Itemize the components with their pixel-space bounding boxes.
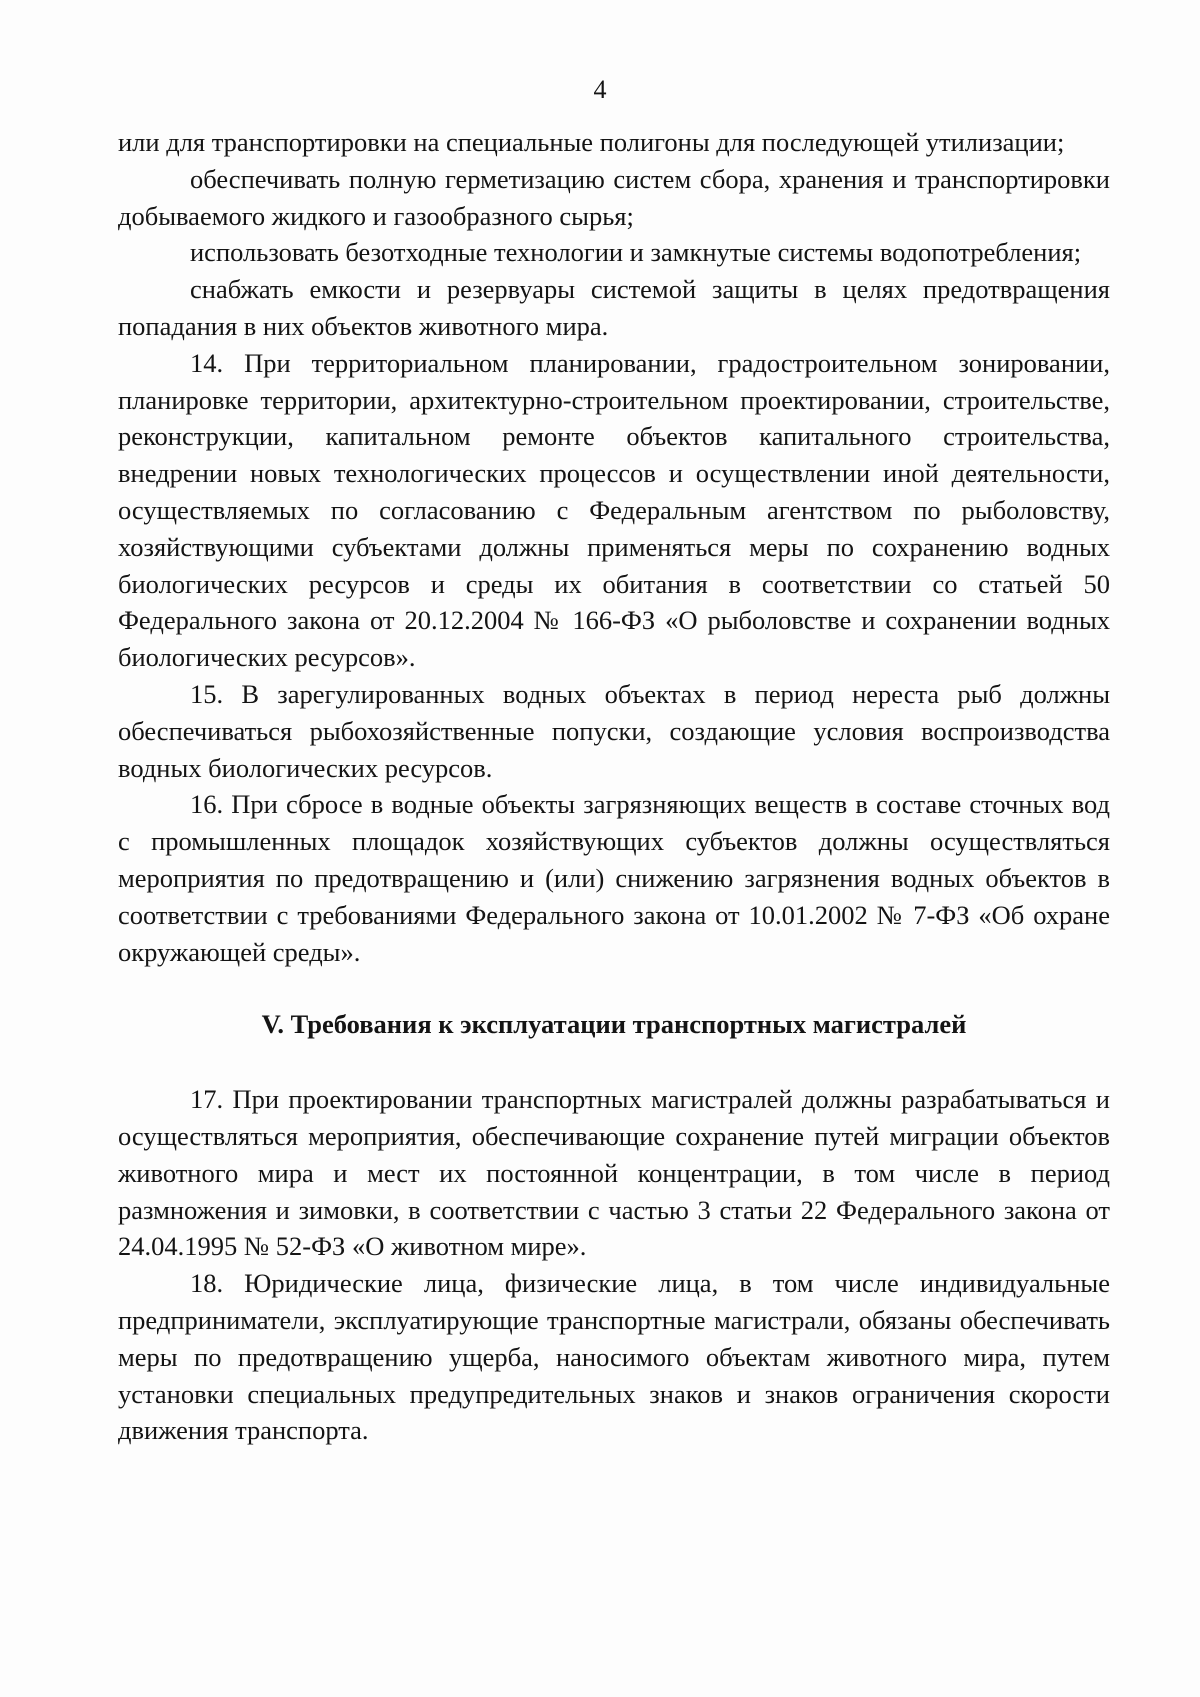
paragraph-15: 15. В зарегулированных водных объектах в период нереста рыб должны обеспечиваться рыбохозяйственные попуски, создающие условия воспроизводства водных биологических ресурсов.: [118, 678, 1110, 783]
paragraph-continuation: или для транспортировки на специальные полигоны для последующей утилизации;: [118, 127, 1065, 157]
document-body: [118, 124, 1110, 1449]
paragraph-17: 17. При проектировании транспортных магистралей должны разрабатываться и осуществляться мероприятия, обеспечивающие сохранение путей миграции объектов животного мира и мест их постоянной концентрации, в том числе в период размножения и зимовки, в соответствии с частью 3 статьи 22 Федерального закона от 24.04.1995 № 52-ФЗ «О животном мире».: [118, 1084, 1110, 1262]
paragraph-14: 14. При территориальном планировании, градостроительном зонировании, планировке территории, архитектурно-строительном проектировании, строительстве, реконструкции, капитальном ремонте объектов капитального строительства, внедрении новых технологических процессов и осуществлении иной деятельности, осуществляемых по согласованию с Федеральным агентством по рыболовству, хозяйствующими субъектами должны применяться меры по сохранению водных биологических ресурсов и среды их обитания в соответствии со статьей 50 Федерального закона от 20.12.2004 № 166-ФЗ «О рыболовстве и сохранении водных биологических ресурсов».: [118, 347, 1110, 673]
section-heading: V. Требования к эксплуатации транспортных магистралей: [261, 1009, 967, 1040]
paragraph-hermetic-sealing: обеспечивать полную герметизацию систем сбора, хранения и транспортировки добываемого жидкого и газообразного сырья;: [118, 163, 1110, 231]
paragraph-18: 18. Юридические лица, физические лица, в том числе индивидуальные предприниматели, эксплуатирующие транспортные магистрали, обязаны обеспечивать меры по предотвращению ущерба, наносимого объектам животного мира, путем установки специальных предупредительных знаков и знаков ограничения скорости движения транспорта.: [118, 1268, 1110, 1446]
page-number: 4: [593, 75, 607, 104]
paragraph-16: 16. При сбросе в водные объекты загрязняющих веществ в составе сточных вод с промышленных площадок хозяйствующих субъектов должны осуществляться мероприятия по предотвращению и (или) снижению загрязнения водных объектов в соответствии с требованиями Федерального закона от 10.01.2002 № 7-ФЗ «Об охране окружающей среды».: [118, 789, 1110, 967]
paragraph-waste-free-tech: использовать безотходные технологии и замкнутые системы водопотребления;: [190, 237, 1082, 268]
paragraph-tank-protection: снабжать емкости и резервуары системой защиты в целях предотвращения попадания в них объектов животного мира.: [118, 274, 1110, 341]
